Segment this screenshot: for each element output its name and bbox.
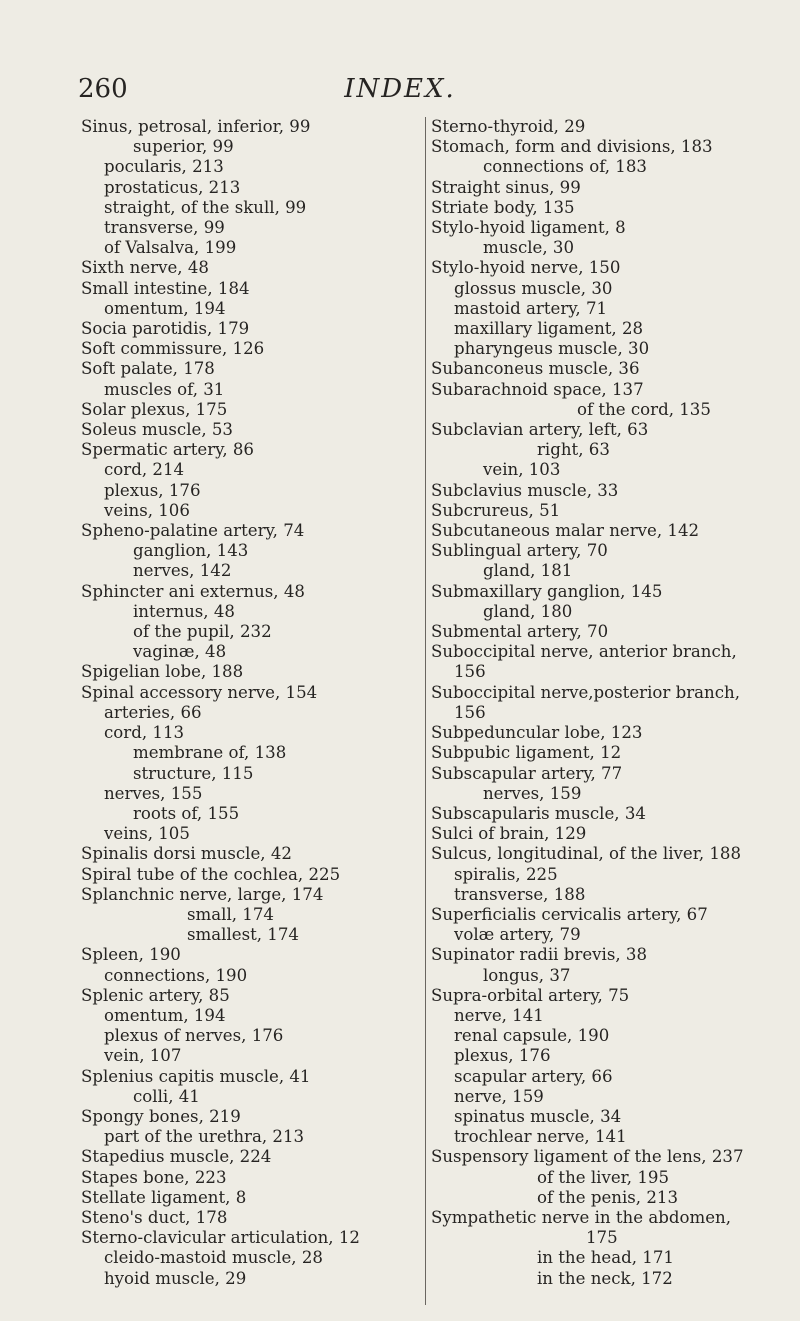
index-entry: mastoid artery, 71 — [454, 298, 608, 318]
index-entry: Subscapularis muscle, 34 — [431, 803, 646, 823]
index-entry: Sterno-thyroid, 29 — [431, 117, 586, 136]
index-entry: muscles of, 31 — [104, 379, 225, 399]
index-entry: Subscapular artery, 77 — [431, 763, 623, 783]
index-entry: Spinal accessory nerve, 154 — [81, 682, 318, 702]
index-entry: connections of, 183 — [483, 157, 647, 177]
index-entry: cord, 214 — [104, 460, 185, 480]
index-entry: of the cord, 135 — [577, 399, 711, 419]
index-entry: structure, 115 — [133, 763, 254, 783]
index-entry: transverse, 188 — [454, 884, 586, 904]
index-entry: Sublingual artery, 70 — [431, 541, 608, 561]
index-entry: Solar plexus, 175 — [81, 399, 228, 419]
index-entry: Spinalis dorsi muscle, 42 — [81, 844, 292, 864]
index-entry: colli, 41 — [133, 1086, 200, 1106]
index-entry: Suspensory ligament of the lens, 237 — [431, 1147, 744, 1167]
index-entry: part of the urethra, 213 — [104, 1127, 305, 1147]
index-entry: Stomach, form and divisions, 183 — [431, 137, 713, 157]
index-entry: in the neck, 172 — [537, 1268, 673, 1288]
index-entry: Superficialis cervicalis artery, 67 — [431, 904, 708, 924]
index-entry: longus, 37 — [483, 965, 571, 985]
index-entry: Subcrureus, 51 — [431, 500, 561, 520]
index-entry: Subpubic ligament, 12 — [431, 743, 622, 763]
index-entry: Spiral tube of the cochlea, 225 — [81, 864, 341, 884]
index-entry: glossus muscle, 30 — [454, 278, 613, 298]
index-entry: nerve, 141 — [454, 1005, 544, 1025]
index-entry: Supinator radii brevis, 38 — [431, 945, 648, 965]
index-entry: membrane of, 138 — [133, 743, 287, 763]
index-entry: ganglion, 143 — [133, 541, 249, 561]
index-entry: Subcutaneous malar nerve, 142 — [431, 521, 700, 541]
index-entry: in the head, 171 — [537, 1248, 674, 1268]
index-entry: Spongy bones, 219 — [81, 1106, 241, 1126]
index-entry: internus, 48 — [133, 601, 235, 621]
index-entry: Submaxillary ganglion, 145 — [431, 581, 663, 601]
index-entry: nerves, 155 — [104, 783, 203, 803]
index-entry: Small intestine, 184 — [81, 278, 250, 298]
index-entry: Splenic artery, 85 — [81, 985, 230, 1005]
index-entry: renal capsule, 190 — [454, 1026, 610, 1046]
index-entry: plexus, 176 — [454, 1046, 551, 1066]
index-entry: Stapes bone, 223 — [81, 1167, 227, 1187]
index-entry: spinatus muscle, 34 — [454, 1106, 622, 1126]
index-entry: Soft palate, 178 — [81, 359, 215, 379]
index-entry: prostaticus, 213 — [104, 177, 241, 197]
index-entry: Socia parotidis, 179 — [81, 319, 250, 339]
index-entry: Stellate ligament, 8 — [81, 1187, 247, 1207]
index-entry: veins, 105 — [104, 824, 190, 844]
index-entry: Subanconeus muscle, 36 — [431, 359, 640, 379]
index-entry: small, 174 — [187, 904, 274, 924]
index-entry: smallest, 174 — [187, 925, 299, 945]
index-entry: Suboccipital nerve,posterior branch, 156 — [431, 682, 740, 722]
index-entry: cord, 113 — [104, 723, 185, 743]
index-entry: cleido-mastoid muscle, 28 — [104, 1248, 323, 1268]
index-entry: arteries, 66 — [104, 702, 202, 722]
index-entry: Sympathetic nerve in the abdomen, — [431, 1207, 731, 1227]
index-entry: Striate body, 135 — [431, 197, 575, 217]
index-entry: Stylo-hyoid nerve, 150 — [431, 258, 621, 278]
index-entry: hyoid muscle, 29 — [104, 1268, 247, 1288]
index-entry: nerves, 159 — [483, 783, 582, 803]
index-entry: omentum, 194 — [104, 298, 226, 318]
index-entry: Splanchnic nerve, large, 174 — [81, 884, 324, 904]
index-entry: Stapedius muscle, 224 — [81, 1147, 272, 1167]
index-entry: maxillary ligament, 28 — [454, 319, 644, 339]
index-entry: gland, 180 — [483, 601, 573, 621]
index-entry: vaginæ, 48 — [133, 642, 227, 662]
index-entry: Steno's duct, 178 — [81, 1207, 228, 1227]
index-entry: of Valsalva, 199 — [104, 238, 237, 258]
index-entry: Subarachnoid space, 137 — [431, 379, 644, 399]
index-entry: vein, 103 — [483, 460, 561, 480]
index-entry: of the penis, 213 — [537, 1187, 679, 1207]
index-entry: Straight sinus, 99 — [431, 177, 581, 197]
index-entry: roots of, 155 — [133, 803, 240, 823]
index-entry: Soleus muscle, 53 — [81, 420, 233, 440]
index-entry: omentum, 194 — [104, 1005, 226, 1025]
index-entry: Sphincter ani externus, 48 — [81, 581, 305, 601]
index-entry: Supra-orbital artery, 75 — [431, 985, 630, 1005]
index-entry: Spermatic artery, 86 — [81, 440, 254, 460]
index-entry: superior, 99 — [133, 137, 234, 157]
index-entry: scapular artery, 66 — [454, 1066, 613, 1086]
index-entry: vein, 107 — [104, 1046, 182, 1066]
index-entry: pharyngeus muscle, 30 — [454, 339, 650, 359]
index-entry: spiralis, 225 — [454, 864, 558, 884]
index-entry: Sinus, petrosal, inferior, 99 — [81, 117, 311, 136]
index-entry: Sulcus, longitudinal, of the liver, 188 — [431, 844, 742, 864]
page-number: 260 — [78, 74, 128, 104]
index-entry: connections, 190 — [104, 965, 248, 985]
index-entry: transverse, 99 — [104, 218, 225, 238]
index-entry: Subpeduncular lobe, 123 — [431, 723, 643, 743]
index-entry: plexus, 176 — [104, 480, 201, 500]
index-entry: Submental artery, 70 — [431, 622, 609, 642]
index-entry: Spleen, 190 — [81, 945, 181, 965]
index-entry: Spigelian lobe, 188 — [81, 662, 244, 682]
index-entry: Sixth nerve, 48 — [81, 258, 209, 278]
index-entry: trochlear nerve, 141 — [454, 1127, 627, 1147]
index-entry: Spheno-palatine artery, 74 — [81, 521, 305, 541]
index-entry: gland, 181 — [483, 561, 573, 581]
index-entry: Suboccipital nerve, anterior branch, 156 — [431, 642, 737, 682]
index-entry: Stylo-hyoid ligament, 8 — [431, 218, 626, 238]
index-entry: muscle, 30 — [483, 238, 575, 258]
index-entry: Splenius capitis muscle, 41 — [81, 1066, 311, 1086]
index-entry: straight, of the skull, 99 — [104, 197, 307, 217]
page-header — [0, 74, 800, 114]
index-entry: plexus of nerves, 176 — [104, 1026, 284, 1046]
index-entry: volæ artery, 79 — [454, 925, 581, 945]
index-entry: right, 63 — [537, 440, 610, 460]
index-entry: nerves, 142 — [133, 561, 232, 581]
index-entry: of the liver, 195 — [537, 1167, 669, 1187]
index-column-right — [425, 117, 761, 1305]
index-entry: nerve, 159 — [454, 1086, 544, 1106]
index-entry: Subclavian artery, left, 63 — [431, 420, 649, 440]
index-entry: Sulci of brain, 129 — [431, 824, 587, 844]
index-entry: veins, 106 — [104, 500, 190, 520]
index-entry: Sterno-clavicular articulation, 12 — [81, 1228, 360, 1248]
index-column-left — [81, 117, 399, 1289]
index-entry: 175 — [586, 1228, 618, 1248]
index-entry: Soft commissure, 126 — [81, 339, 265, 359]
index-entry: pocularis, 213 — [104, 157, 224, 177]
index-entry: Subclavius muscle, 33 — [431, 480, 619, 500]
index-entry: of the pupil, 232 — [133, 622, 272, 642]
running-title: INDEX. — [344, 74, 456, 104]
